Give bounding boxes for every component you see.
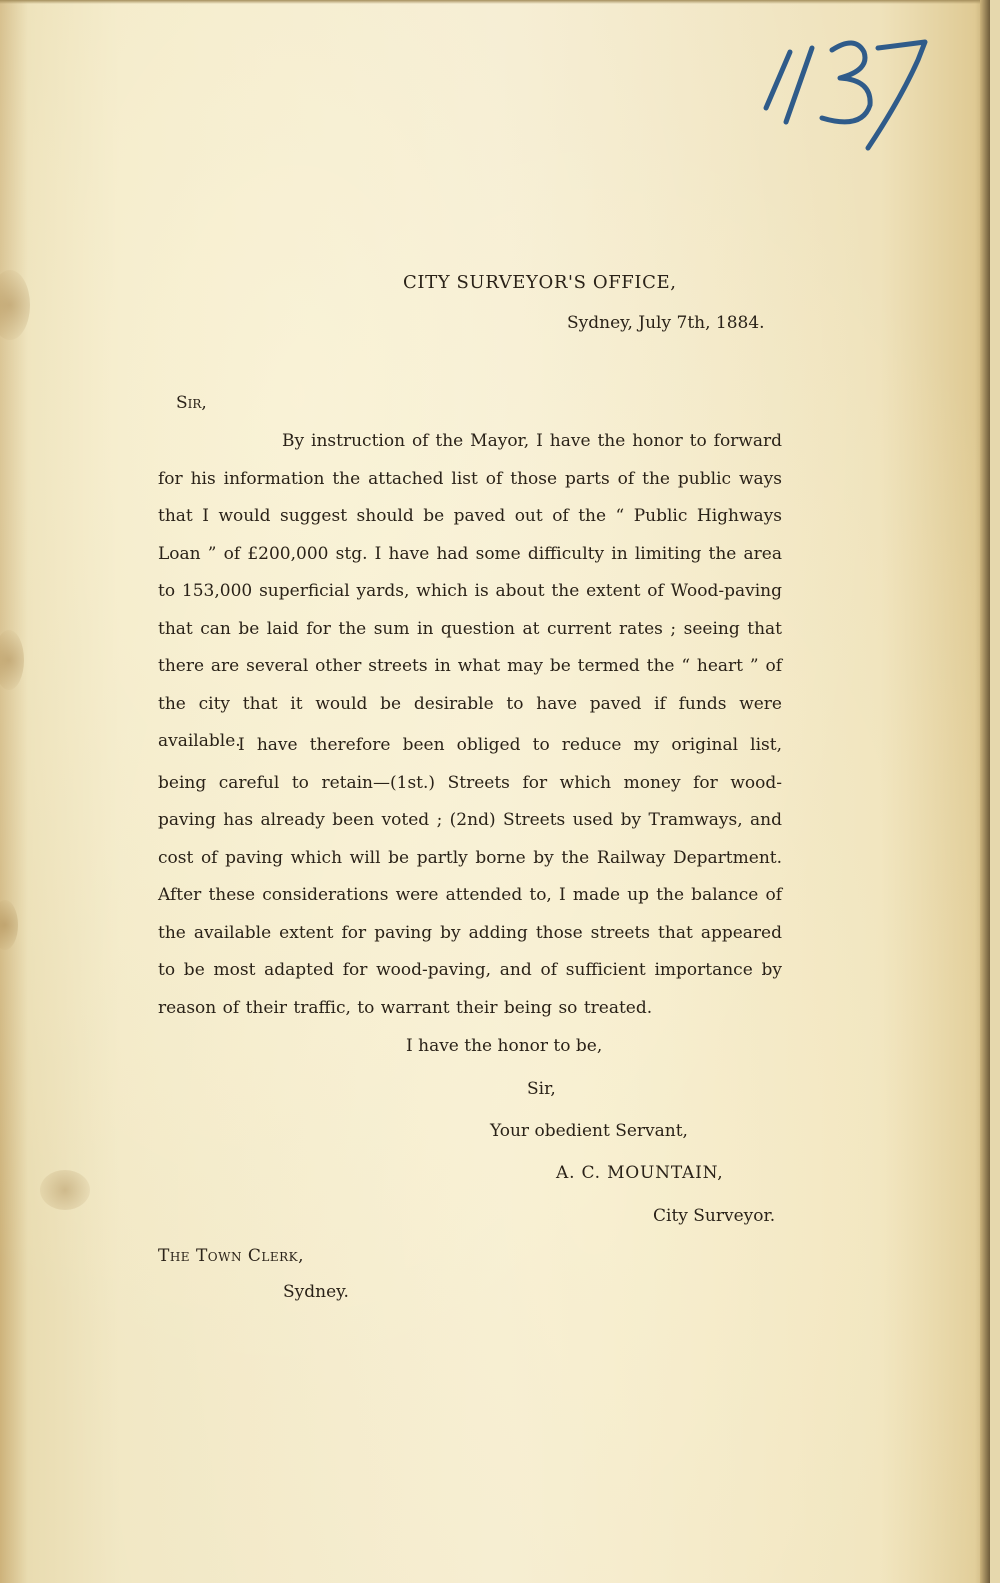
foxing-stain <box>0 270 30 340</box>
foxing-stain <box>0 900 18 950</box>
signatory-title: City Surveyor. <box>653 1206 776 1226</box>
page-right-edge <box>980 0 990 1583</box>
letter-paragraph-2: I have therefore been obliged to reduce my original list, being careful to retain—(1st.) Streets for which money for wood-paving has already been voted ; (2nd) Streets used by Tramways, and cost of paving which will be partly borne by the Railway Department. After these considerations were attended to, I made up the balance of the available extent for paving by adding those streets that appeared to be most adapted for wood-paving, and of sufficient importance by reason of their traffic, to warrant their being so treated. <box>158 735 782 1018</box>
foxing-stain <box>40 1170 90 1210</box>
letter-paragraph-1: By instruction of the Mayor, I have the honor to forward for his information the attached list of those parts of the public ways that I would suggest should be paved out of the “ Public Highways Loan ” of £200,000 stg. I have had some difficulty in limiting the area to 153,000 superficial yards, which is about the extent of Wood-paving that can be laid for the sum in question at current rates ; seeing that there are several other streets in what may be termed the “ heart ” of the city that it would be desirable to have paved if funds were available. <box>158 431 782 751</box>
salutation: Sir, <box>176 393 207 413</box>
date-line: Sydney, July 7th, 1884. <box>567 313 765 333</box>
closing-line: I have the honor to be, <box>406 1036 603 1056</box>
addressee-city: Sydney. <box>283 1282 349 1302</box>
closing-salutation: Sir, <box>527 1079 556 1099</box>
office-heading: CITY SURVEYOR'S OFFICE, <box>403 272 677 293</box>
signatory-name: A. C. MOUNTAIN, <box>556 1163 724 1183</box>
handwritten-folio-number <box>760 30 935 155</box>
foxing-stain <box>0 630 24 690</box>
page-top-edge <box>0 0 990 4</box>
addressee-name: The Town Clerk, <box>158 1246 305 1266</box>
closing-valediction: Your obedient Servant, <box>490 1121 688 1141</box>
